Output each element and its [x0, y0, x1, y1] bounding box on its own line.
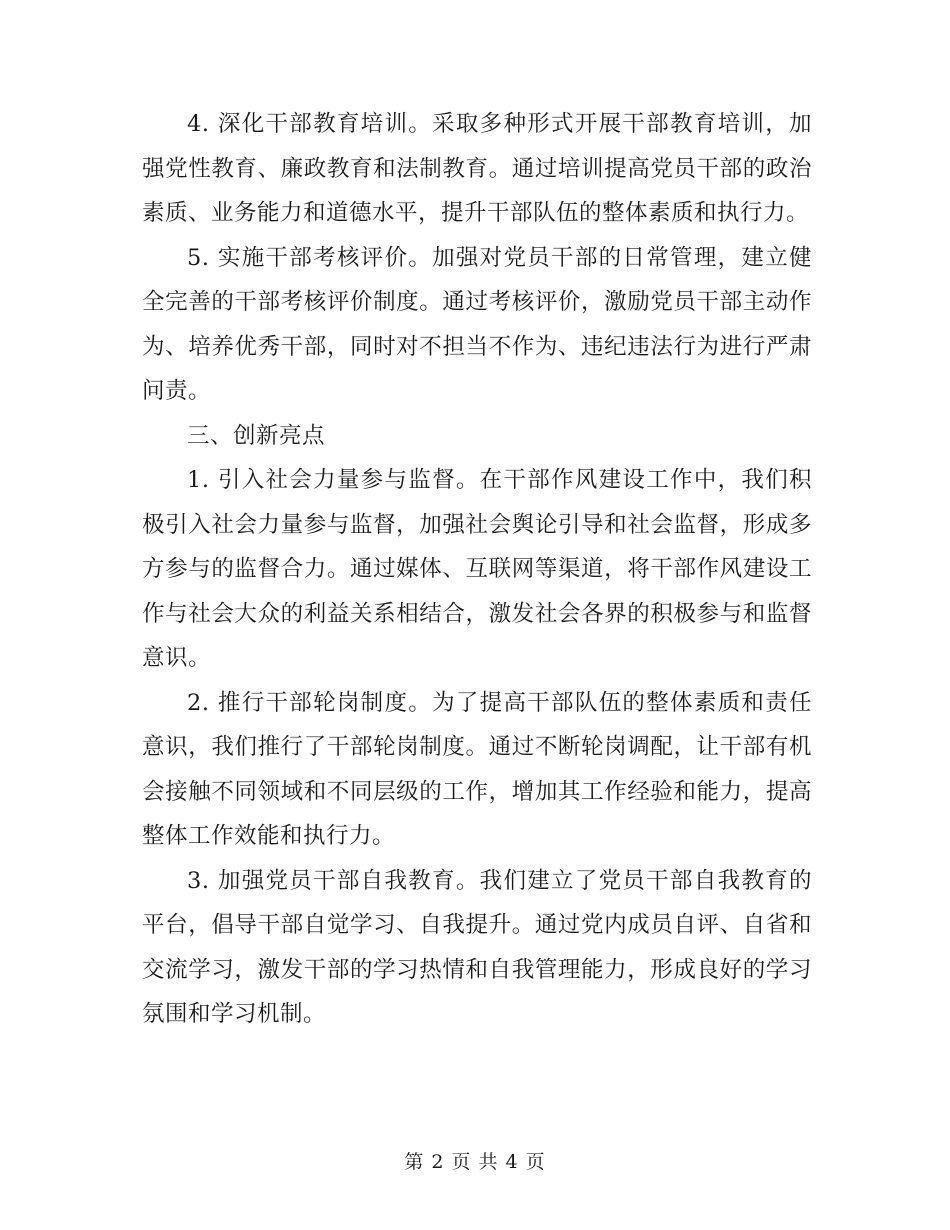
- section-heading-innovation: 三、创新亮点: [187, 422, 326, 449]
- paragraph-item-1-social-supervision: 1. 引入社会力量参与监督。在干部作风建设工作中，我们积极引入社会力量参与监督，加强社会舆论引导和社会监督，形成多方参与的监督合力。通过媒体、互联网等渠道，将干部作风建设工作与社会大众的利益关系相结合，激发社会各界的积极参与和监督意识。: [142, 467, 812, 671]
- paragraph-item-2-job-rotation: 2. 推行干部轮岗制度。为了提高干部队伍的整体素质和责任意识，我们推行了干部轮岗制度。通过不断轮岗调配，让干部有机会接触不同领域和不同层级的工作，增加其工作经验和能力，提高整体工作效能和执行力。: [142, 689, 812, 849]
- paragraph-item-5-evaluation: 5. 实施干部考核评价。加强对党员干部的日常管理，建立健全完善的干部考核评价制度。通过考核评价，激励党员干部主动作为、培养优秀干部，同时对不担当不作为、违纪违法行为进行严肃问责。: [142, 244, 812, 404]
- document-body: [142, 102, 812, 1037]
- paragraph-item-3-self-education: 3. 加强党员干部自我教育。我们建立了党员干部自我教育的平台，倡导干部自觉学习、自我提升。通过党内成员自评、自省和交流学习，激发干部的学习热情和自我管理能力，形成良好的学习氛围和学习机制。: [142, 867, 812, 1027]
- paragraph-item-4-training: 4. 深化干部教育培训。采取多种形式开展干部教育培训，加强党性教育、廉政教育和法制教育。通过培训提高党员干部的政治素质、业务能力和道德水平，提升干部队伍的整体素质和执行力。: [142, 111, 812, 226]
- page-number-footer: 第 2 页 共 4 页: [404, 1151, 546, 1173]
